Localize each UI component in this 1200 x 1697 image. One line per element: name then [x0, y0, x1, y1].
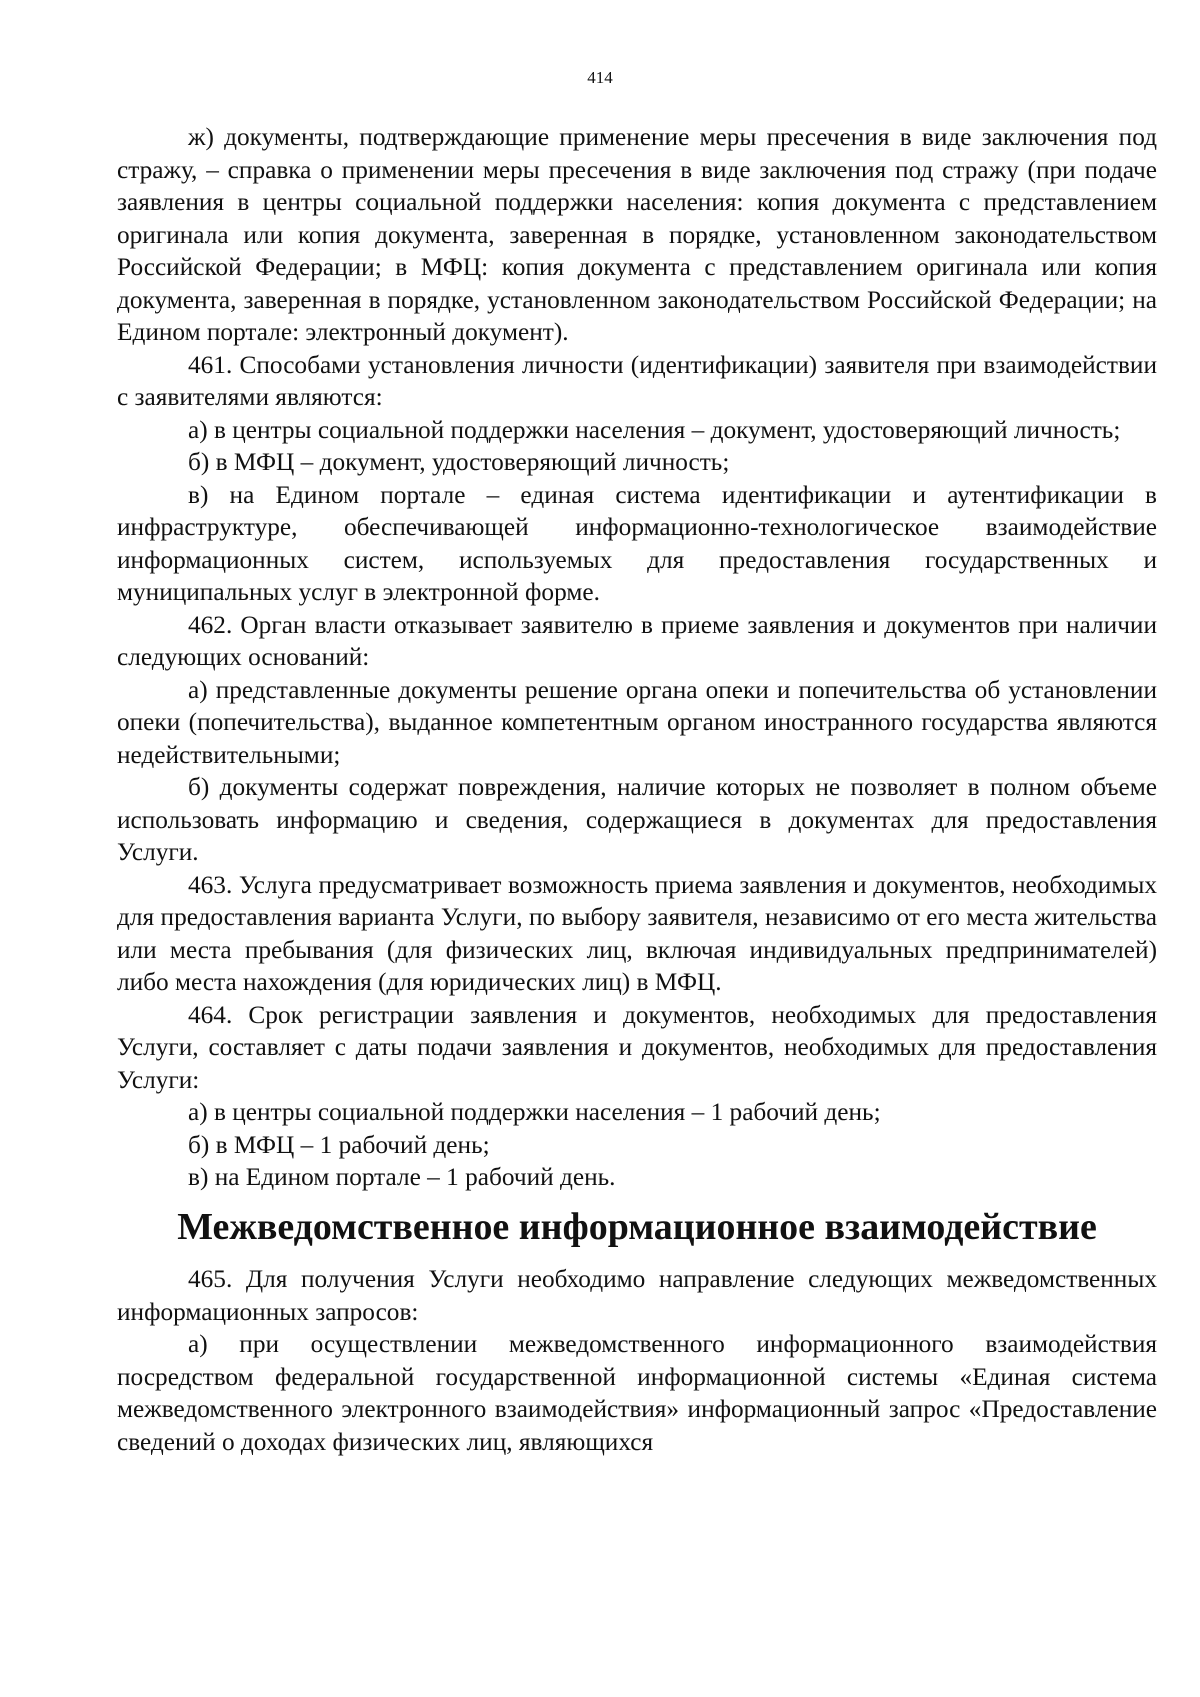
paragraph-462-refusal-grounds: 462. Орган власти отказывает заявителю в приеме заявления и документов при наличии следующих оснований:	[117, 610, 1157, 671]
paragraph-465-interagency-requests: 465. Для получения Услуги необходимо направление следующих межведомственных информационных запросов:	[117, 1265, 1157, 1326]
paragraph-465-a: а) при осуществлении межведомственного информационного взаимодействия посредством федеральной государственной информационной системы «Единая система межведомственного электронного взаимодействия» информационный запрос «Предоставление сведений о доходах физических лиц, являющихся	[117, 1330, 1157, 1456]
paragraph-461-b: б) в МФЦ – документ, удостоверяющий личность;	[188, 448, 730, 476]
page-number: 414	[587, 68, 613, 87]
paragraph-464-a: а) в центры социальной поддержки населения – 1 рабочий день;	[188, 1098, 881, 1126]
paragraph-464-b: б) в МФЦ – 1 рабочий день;	[188, 1130, 490, 1159]
paragraph-462-b: б) документы содержат повреждения, наличие которых не позволяет в полном объеме использовать информацию и сведения, содержащиеся в документах для предоставления Услуги.	[117, 773, 1157, 866]
paragraph-461-a: а) в центры социальной поддержки населения – документ, удостоверяющий личность;	[188, 415, 1121, 444]
paragraph-462-a: а) представленные документы решение органа опеки и попечительства об установлении опеки (попечительства), выданное компетентным органом иностранного государства являются недействительными;	[117, 675, 1157, 769]
paragraph-461-v: в) на Едином портале – единая система идентификации и аутентификации в инфраструктуре, обеспечивающей информационно-технологическое взаимодействие информационных систем, используемых для предоставления государственных и муниципальных услуг в электронной форме.	[117, 480, 1157, 606]
paragraph-item-zh-custody-documents: ж) документы, подтверждающие применение меры пресечения в виде заключения под стражу, – справка о применении меры пресечения в виде заключения под стражу (при подаче заявления в центры социальной поддержки населения: копия документа с представлением оригинала или копия документа, заверенная в порядке, установленном законодательством Российской Федерации; в МФЦ: копия документа с представлением оригинала или копия документа, заверенная в порядке, установленном законодательством Российской Федерации; на Едином портале: электронный документ).	[117, 123, 1157, 346]
paragraph-464-v: в) на Едином портале – 1 рабочий день.	[188, 1163, 616, 1191]
paragraph-463-extraterritorial: 463. Услуга предусматривает возможность приема заявления и документов, необходимых для предоставления варианта Услуги, по выбору заявителя, независимо от его места жительства или места пребывания (для физических лиц, включая индивидуальных предпринимателей) либо места нахождения (для юридических лиц) в МФЦ.	[117, 870, 1157, 996]
section-heading: Межведомственное информационное взаимодействие	[177, 1205, 1097, 1248]
paragraph-464-registration-term: 464. Срок регистрации заявления и документов, необходимых для предоставления Услуги, составляет с даты подачи заявления и документов, необходимых для предоставления Услуги:	[117, 1000, 1157, 1094]
paragraph-461-identification-methods: 461. Способами установления личности (идентификации) заявителя при взаимодействии с заявителями являются:	[117, 350, 1157, 411]
document-body	[117, 121, 1157, 1458]
